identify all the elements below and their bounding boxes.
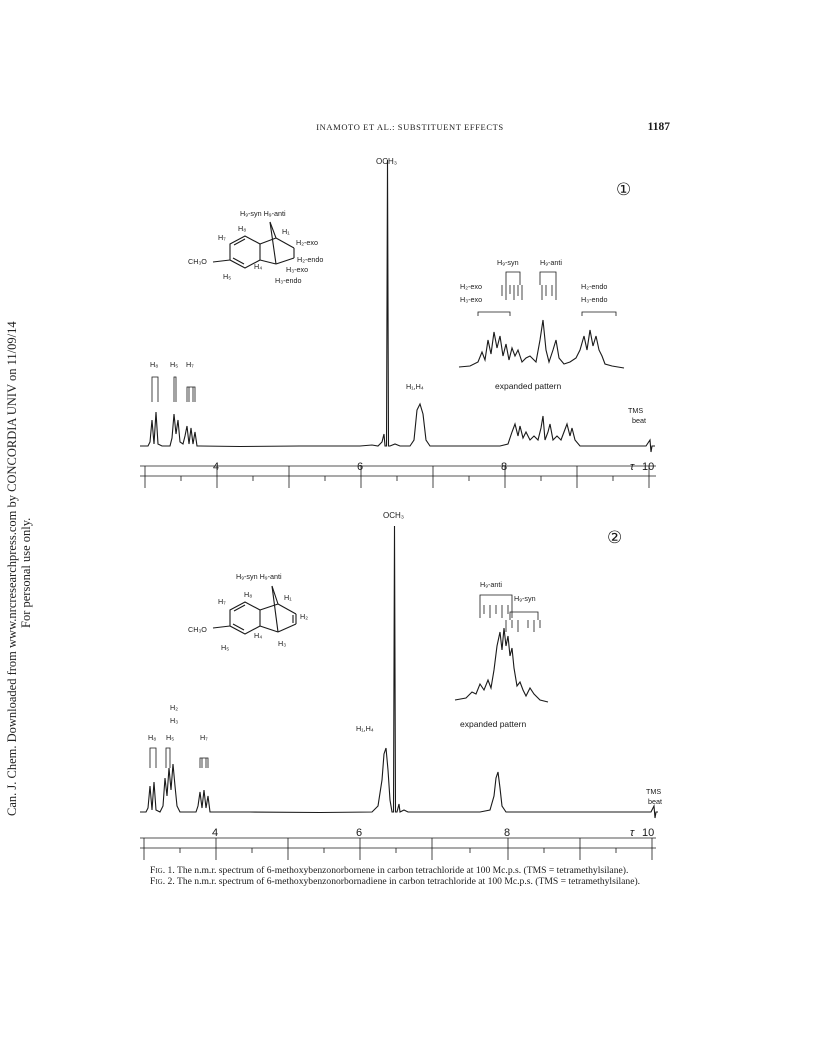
- structure-2-h2: H₂: [300, 612, 308, 621]
- peak-2-h3: H₃: [170, 716, 179, 725]
- structure-2-ch3o: CH₃O: [188, 625, 207, 634]
- peak-2-h7: H₇: [200, 733, 208, 742]
- beat-label-2: beat: [648, 797, 662, 806]
- expanded-1-h3endo: H₃-endo: [581, 295, 608, 304]
- axis-2-ticks: [144, 838, 652, 860]
- beat-label-1: beat: [632, 416, 646, 425]
- peak-1-h8: H₈: [150, 360, 159, 369]
- spectrum-1: [140, 157, 656, 488]
- och3-label-2: OCH₃: [383, 511, 405, 520]
- peak-1-markers: [152, 377, 195, 402]
- axis-1-ticks: [145, 466, 649, 488]
- running-head: INAMOTO ET AL.: SUBSTITUENT EFFECTS: [316, 122, 504, 132]
- axis-2-tau: τ: [630, 827, 635, 839]
- axis-1-tick-8: 8: [501, 461, 508, 473]
- expanded-1-h3exo: H₃-exo: [460, 295, 483, 304]
- expanded-2-trace: [455, 628, 548, 702]
- structure-2-h7: H₇: [218, 597, 226, 606]
- expanded-2-h9syn: H₉-syn: [514, 594, 536, 603]
- axis-2-tick-4: 4: [212, 827, 219, 839]
- structure-1-h5: H₅: [223, 272, 232, 281]
- structure-2-h9: H₉-syn H₉-anti: [236, 572, 282, 581]
- axis-2-tick-6: 6: [356, 827, 363, 839]
- download-notice-text: Can. J. Chem. Downloaded from www.nrcresearchpress.com by CONCORDIA UNIV on 11/09/14: [5, 321, 19, 816]
- page-number: 1187: [647, 121, 670, 133]
- peak-2-h8: H₈: [148, 733, 157, 742]
- expanded-1-h2endo: H₂-endo: [581, 282, 608, 291]
- expanded-1-h2exo: H₂-exo: [460, 282, 482, 291]
- structure-2: [188, 572, 308, 652]
- expanded-2-caption: expanded pattern: [460, 719, 527, 729]
- structure-1-h9: H₉-syn H₉-anti: [240, 209, 286, 218]
- structure-1-ch3o: CH₃O: [188, 257, 207, 266]
- figure-captions: [140, 866, 672, 887]
- caption-fig-2-label: Fig. 2.: [150, 875, 175, 887]
- peak-1-h1h4: H₁,H₄: [406, 382, 424, 391]
- spectrum-2: [140, 511, 662, 860]
- caption-fig-1-label: Fig. 1.: [150, 865, 175, 876]
- structure-1-h1: H₁: [282, 227, 290, 236]
- axis-1-tick-10: 10: [642, 461, 655, 473]
- caption-fig-2-text: The n.m.r. spectrum of 6-methoxybenzonorbornadiene in carbon tetrachloride at 100 Mc.p.s. (TMS = tetramethylsilane).: [176, 875, 641, 887]
- spectrum-number-2: ②: [607, 528, 623, 547]
- axis-2-tick-10: 10: [642, 827, 655, 839]
- peak-2-h5: H₅: [166, 733, 175, 742]
- structure-2-h4: H₄: [254, 631, 263, 640]
- structure-1-h7: H₇: [218, 233, 226, 242]
- spectrum-1-peak-labels: [150, 360, 646, 425]
- axis-1: [140, 461, 656, 488]
- structure-1-h3exo: H₃-exo: [286, 265, 309, 274]
- axis-1-tick-4: 4: [213, 461, 220, 473]
- expanded-pattern-1: [459, 258, 624, 391]
- expanded-pattern-2: [455, 580, 548, 729]
- peak-1-h7: H₇: [186, 360, 194, 369]
- structure-1-h4: H₄: [254, 262, 263, 271]
- peak-2-h1h4: H₁,H₄: [356, 724, 374, 733]
- expanded-1-h9syn: H₉-syn: [497, 258, 519, 267]
- spectrum-1-trace: [140, 160, 655, 452]
- axis-1-tau: τ: [630, 461, 635, 473]
- tms-label-1: TMS: [628, 406, 644, 415]
- peak-2-markers: [150, 748, 208, 768]
- structure-2-h3: H₃: [278, 639, 287, 648]
- structure-1-h2exo: H₂-exo: [296, 238, 318, 247]
- axis-2: [140, 827, 656, 860]
- spectrum-2-peak-labels: [148, 703, 662, 806]
- expanded-1-caption: expanded pattern: [495, 381, 562, 391]
- caption-fig-1-text: The n.m.r. spectrum of 6-methoxybenzonorbornene in carbon tetrachloride at 100 Mc.p.s. (TMS = tetramethylsilane).: [176, 865, 629, 876]
- structure-1-h8: H₈: [238, 224, 247, 233]
- structure-2-h1: H₁: [284, 593, 292, 602]
- axis-1-tick-6: 6: [357, 461, 364, 473]
- structure-2-h5: H₅: [221, 643, 230, 652]
- expanded-2-h9anti: H₉-anti: [480, 580, 503, 589]
- expanded-1-trace: [459, 320, 624, 368]
- expanded-1-h9anti: H₉-anti: [540, 258, 563, 267]
- personal-use-text: For personal use only.: [19, 517, 33, 628]
- structure-2-h8: H₈: [244, 590, 253, 599]
- peak-1-h5: H₅: [170, 360, 179, 369]
- caption-fig-2: [140, 877, 672, 888]
- structure-1: [188, 209, 323, 285]
- expanded-1-brackets: [478, 272, 616, 316]
- och3-label-1: OCH₃: [376, 157, 398, 166]
- axis-2-tick-8: 8: [504, 827, 511, 839]
- spectrum-number-1: ①: [616, 180, 632, 199]
- peak-2-h2: H₂: [170, 703, 178, 712]
- structure-1-h2endo: H₂-endo: [297, 255, 324, 264]
- structure-1-h3endo: H₃-endo: [275, 276, 302, 285]
- spectrum-2-trace: [140, 526, 658, 818]
- tms-label-2: TMS: [646, 787, 662, 796]
